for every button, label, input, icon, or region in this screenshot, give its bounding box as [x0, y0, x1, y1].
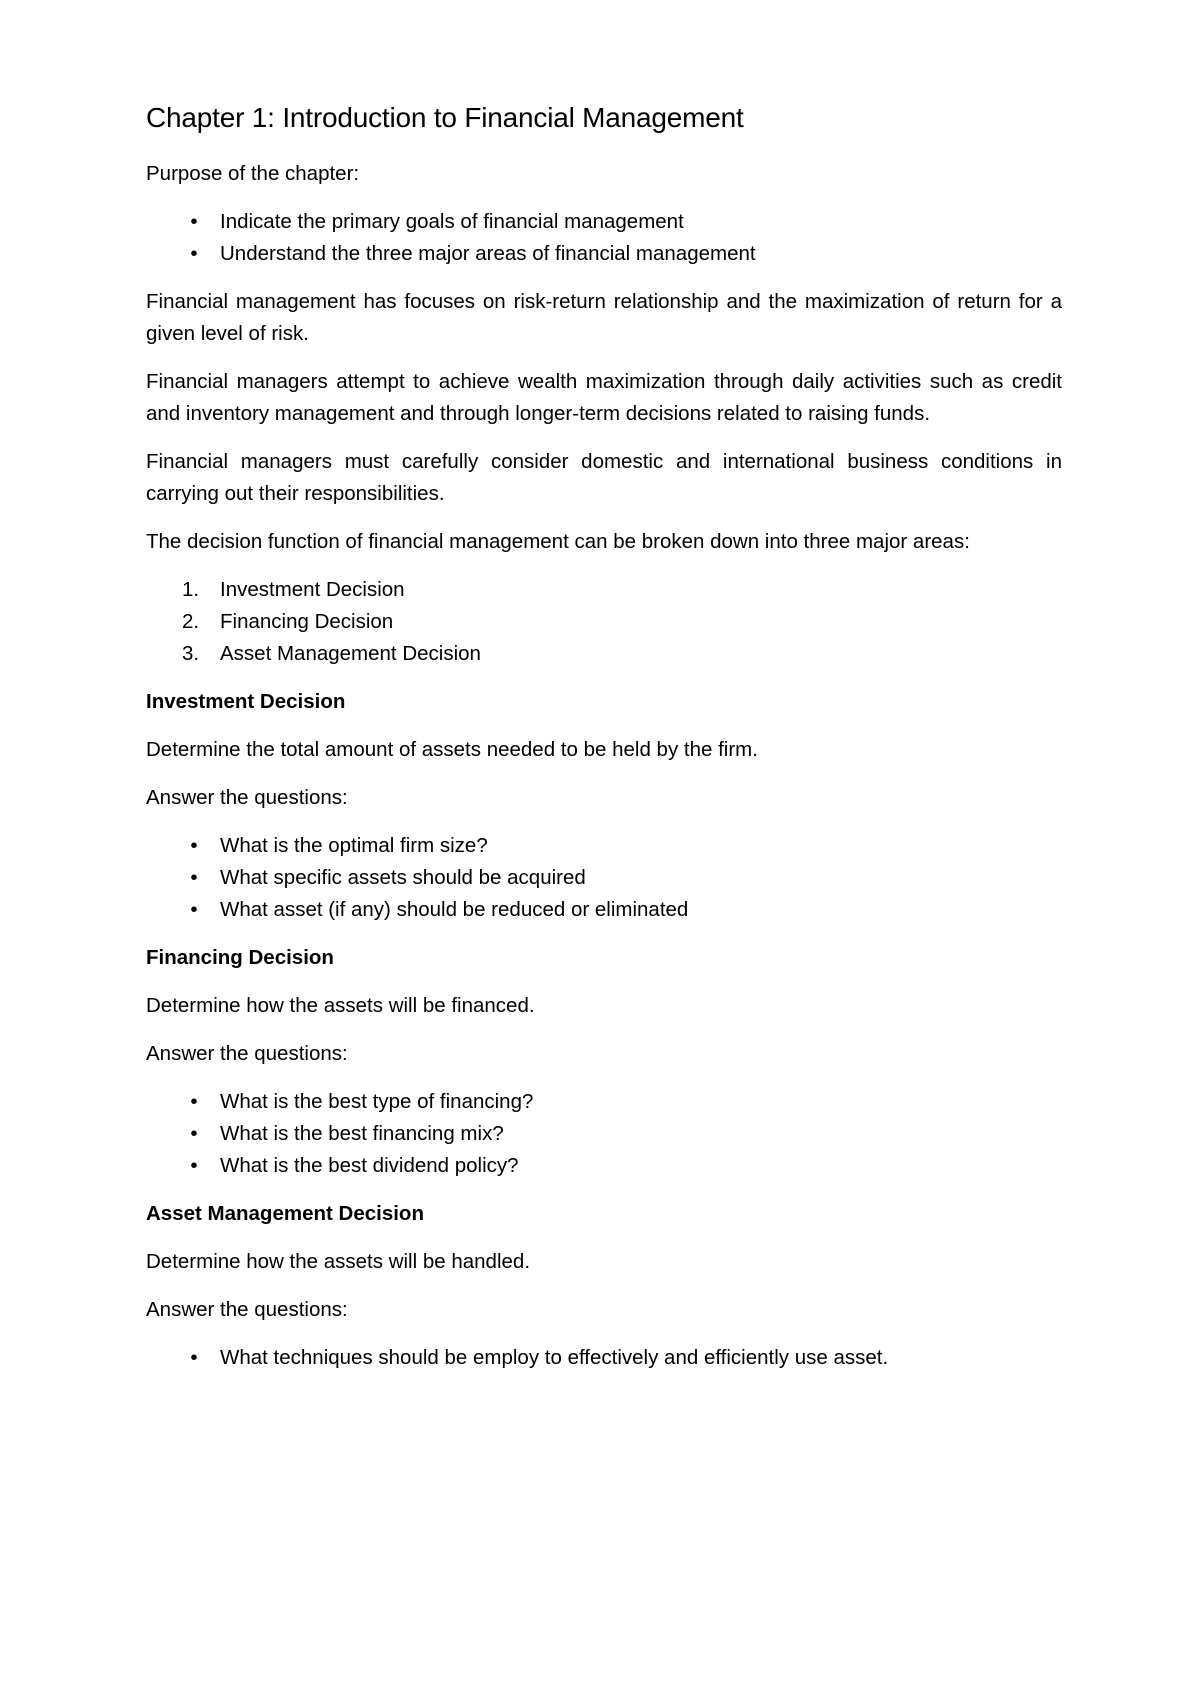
areas-list [146, 574, 1062, 670]
list-item-text: What is the best dividend policy? [220, 1154, 519, 1177]
list-item-text: What is the optimal firm size? [220, 834, 488, 857]
list-number: 1. [182, 578, 200, 601]
list-item [146, 1118, 1062, 1150]
section-heading: Investment Decision [146, 690, 346, 713]
bullet-icon: • [190, 834, 198, 857]
list-item-text: What specific assets should be acquired [220, 866, 586, 889]
bullet-icon: • [190, 242, 198, 265]
paragraph: Financial management has focuses on risk-return relationship and the maximization of return for a given level of risk. [146, 290, 1062, 345]
list-item [146, 1342, 1062, 1374]
bullet-icon: • [190, 1154, 198, 1177]
section-description: Determine the total amount of assets needed to be held by the firm. [146, 738, 758, 761]
questions-list [146, 830, 1062, 926]
purpose-label: Purpose of the chapter: [146, 162, 360, 185]
list-item [146, 606, 1062, 638]
section-heading: Financing Decision [146, 946, 334, 969]
questions-label: Answer the questions: [146, 1298, 348, 1321]
list-item [146, 206, 1062, 238]
list-item [146, 894, 1062, 926]
list-item-text: What techniques should be employ to effectively and efficiently use asset. [220, 1346, 889, 1369]
list-number: 3. [182, 642, 200, 665]
list-item-text: What asset (if any) should be reduced or eliminated [220, 898, 689, 921]
list-item [146, 830, 1062, 862]
bullet-icon: • [190, 210, 198, 233]
list-item-text: Understand the three major areas of financial management [220, 242, 756, 265]
section-description: Determine how the assets will be handled. [146, 1250, 531, 1273]
chapter-title: Chapter 1: Introduction to Financial Management [146, 102, 744, 133]
questions-label: Answer the questions: [146, 1042, 348, 1065]
list-item [146, 238, 1062, 270]
paragraph: Financial managers attempt to achieve wealth maximization through daily activities such as credit and inventory management and through longer-term decisions related to raising funds. [146, 370, 1062, 425]
list-item-text: Financing Decision [220, 610, 394, 633]
paragraph: Financial managers must carefully consider domestic and international business conditions in carrying out their responsibilities. [146, 450, 1062, 505]
list-item-text: Investment Decision [220, 578, 405, 601]
paragraph: The decision function of financial management can be broken down into three major areas: [146, 530, 970, 553]
list-item [146, 1150, 1062, 1182]
questions-label: Answer the questions: [146, 786, 348, 809]
questions-list [146, 1086, 1062, 1182]
bullet-icon: • [190, 898, 198, 921]
questions-list [146, 1342, 1062, 1374]
list-item-text: Indicate the primary goals of financial management [220, 210, 684, 233]
bullet-icon: • [190, 1122, 198, 1145]
list-item-text: What is the best financing mix? [220, 1122, 504, 1145]
list-item [146, 1086, 1062, 1118]
section-description: Determine how the assets will be financed. [146, 994, 535, 1017]
purpose-list [146, 206, 1062, 270]
section-heading: Asset Management Decision [146, 1202, 424, 1225]
bullet-icon: • [190, 1090, 198, 1113]
list-item [146, 638, 1062, 670]
list-item [146, 862, 1062, 894]
list-number: 2. [182, 610, 200, 633]
document-page [146, 98, 1062, 1390]
list-item-text: Asset Management Decision [220, 642, 481, 665]
list-item [146, 574, 1062, 606]
bullet-icon: • [190, 866, 198, 889]
bullet-icon: • [190, 1346, 198, 1369]
list-item-text: What is the best type of financing? [220, 1090, 534, 1113]
